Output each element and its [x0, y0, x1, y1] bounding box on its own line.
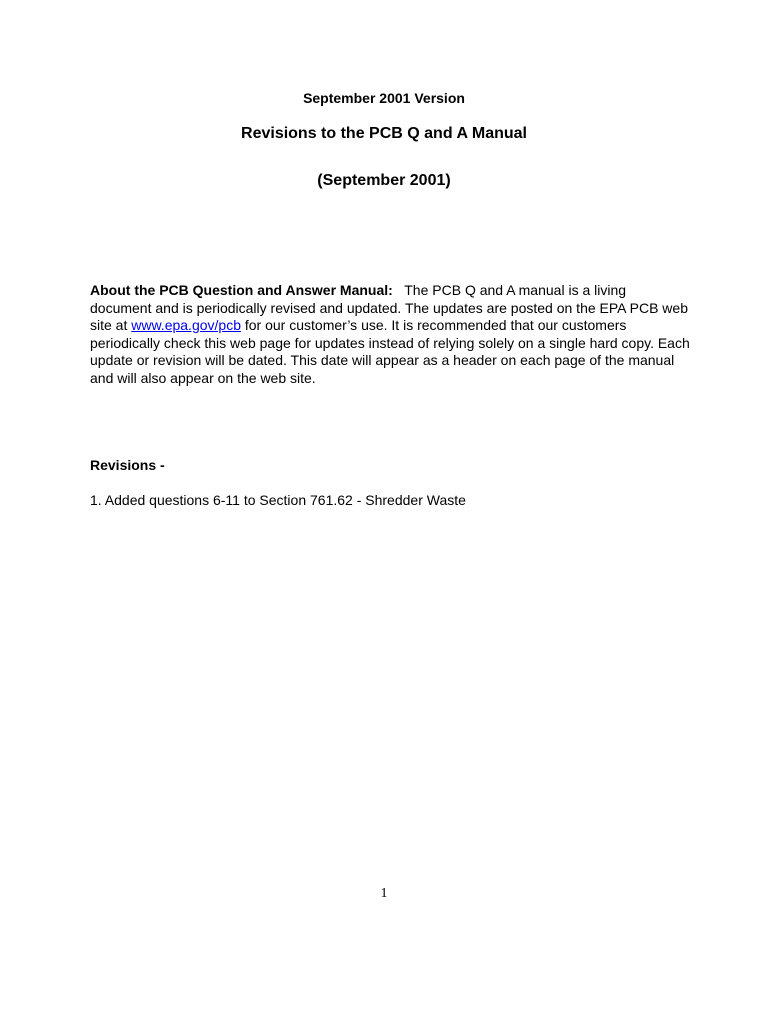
about-text-after-link: for our customer’s use. It is recommended that our customers periodically check this web page for updates instead of relying solely on a single hard copy. Each update or revision will be dated. This date will appear as a header on each page of the manual and will also appear on the web site.	[90, 317, 690, 386]
about-text-before-link: The PCB Q and A manual is a living document and is periodically revised and updated. The updates are posted on the EPA PCB web site at	[90, 282, 688, 333]
page-number: 1	[380, 886, 388, 901]
version-header: September 2001 Version	[303, 90, 465, 106]
epa-pcb-link[interactable]: www.epa.gov/pcb	[131, 317, 241, 333]
about-label: About the PCB Question and Answer Manual:	[90, 282, 393, 298]
document-title: Revisions to the PCB Q and A Manual	[241, 125, 527, 142]
about-paragraph	[90, 282, 690, 387]
revisions-heading: Revisions -	[90, 457, 165, 473]
revision-item: 1. Added questions 6-11 to Section 761.62 - Shredder Waste	[90, 492, 466, 508]
document-subtitle: (September 2001)	[317, 172, 451, 189]
